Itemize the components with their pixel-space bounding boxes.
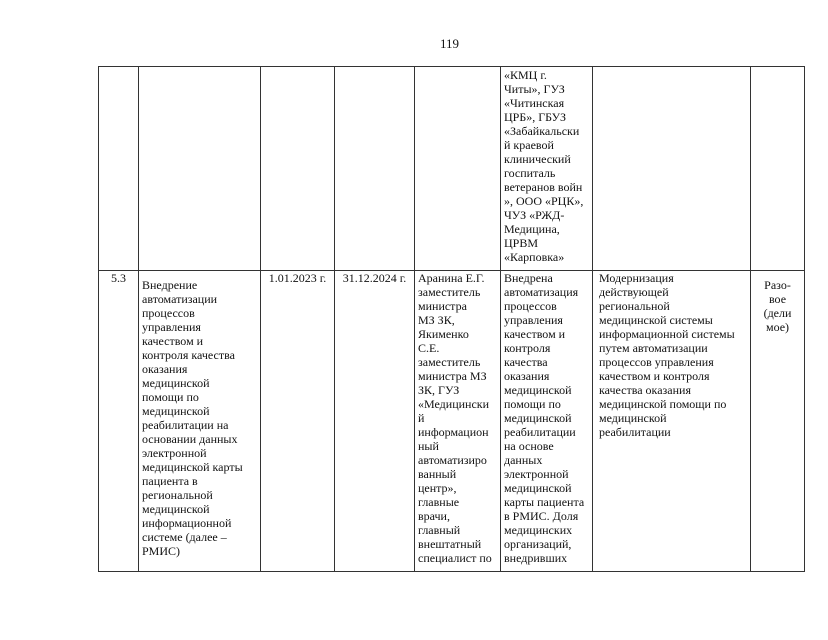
cell-number [99, 271, 139, 572]
table-row-5-3 [99, 271, 805, 572]
result-text: Внедрена автоматизация процессов управления качеством и контроля качества оказания медицинской помощи по медицинской реабилитации на основе данных электронной медицинской карты пациента в РМИС. Доля медицинских организаций, внедривших [504, 271, 585, 565]
cell-executors [415, 271, 501, 572]
activity-text: Внедрение автоматизации процессов управления качеством и контроля качества оказания медицинской помощи по медицинской реабилитации на основании данных электронной медицинской карты пациента в региональной медицинской информационной системе (далее – РМИС) [142, 278, 243, 558]
plan-table [98, 66, 805, 572]
cell-description-empty [593, 67, 751, 271]
cell-executors-empty [415, 67, 501, 271]
executors-tail-text: «КМЦ г. Читы», ГУЗ «Читинская ЦРБ», ГБУЗ «Забайкальски й краевой клинический госпиталь ветеранов войн », ООО «РЦК», ЧУЗ «РЖД- Медицина, ЦРВМ «Карповка» [504, 68, 584, 264]
start-date: 1.01.2023 г. [268, 271, 327, 285]
row-number: 5.3 [111, 271, 126, 285]
table-row-continued [99, 67, 805, 271]
cell-start-empty [261, 67, 335, 271]
description-text: Модернизация действующей региональной медицинской системы информационной системы путем автоматизации процессов управления качеством и контроля качества оказания медицинской помощи по медицинской реабилитации [599, 271, 735, 439]
end-date: 31.12.2024 г. [342, 271, 407, 285]
cell-executors-tail [501, 67, 593, 271]
frequency-text: Разо- вое (дели мое) [763, 278, 792, 334]
cell-start-date [261, 271, 335, 572]
cell-frequency-empty [751, 67, 805, 271]
cell-description [593, 271, 751, 572]
cell-result [501, 271, 593, 572]
cell-end-empty [335, 67, 415, 271]
cell-activity [139, 271, 261, 572]
cell-activity-empty [139, 67, 261, 271]
cell-frequency [751, 271, 805, 572]
cell-number-empty [99, 67, 139, 271]
cell-end-date [335, 271, 415, 572]
executors-text: Аранина Е.Г. заместитель министра МЗ ЗК, Якименко С.Е. заместитель министра МЗ ЗК, ГУЗ «Медицински й информацион ный автоматизиро ванный центр», главные врачи, главный внештатный специалист по [418, 271, 492, 565]
page-number: 119 [440, 36, 460, 51]
